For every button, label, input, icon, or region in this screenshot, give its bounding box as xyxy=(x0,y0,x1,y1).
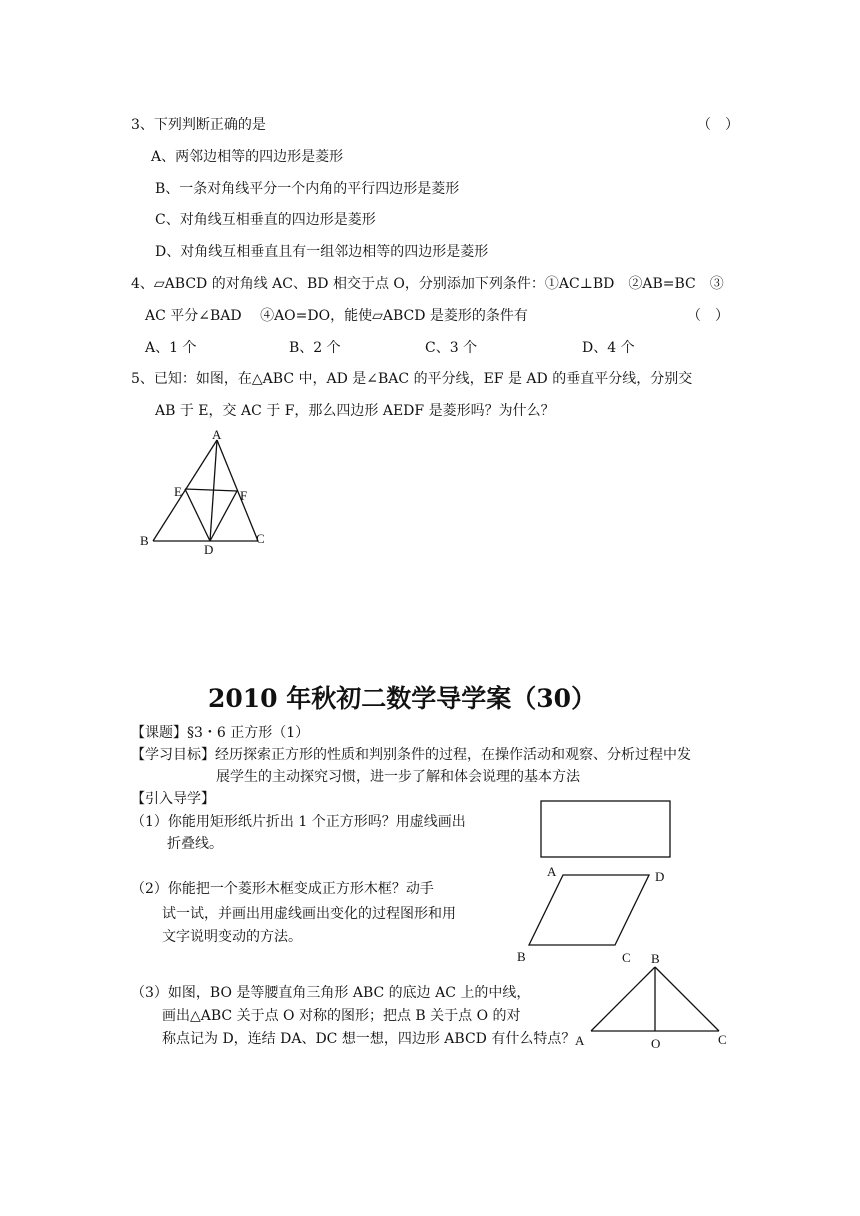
q3-option-a: A、两邻边相等的四边形是菱形 xyxy=(151,149,344,165)
triangle-label-b: B xyxy=(651,951,660,966)
q4-answer-bracket: （ ） xyxy=(687,308,729,324)
rhombus-figure xyxy=(529,875,649,945)
q3-answer-bracket: （ ） xyxy=(697,117,739,133)
rhombus-label-c: C xyxy=(622,950,631,965)
triangle-label-o: O xyxy=(651,1036,661,1051)
q4-line1: 4、▱ABCD 的对角线 AC、BD 相交于点 O，分别添加下列条件：①AC⊥BD ②AB=BC ③ xyxy=(131,276,724,292)
item3-line3: 称点记为 D，连结 DA、DC 想一想，四边形 ABCD 有什么特点？ xyxy=(162,1031,576,1047)
item1-line2: 折叠线。 xyxy=(167,836,223,852)
q4-option-d: D、4 个 xyxy=(582,340,635,356)
q5-label-c: C xyxy=(256,531,265,546)
rhombus-label-d: D xyxy=(655,869,665,884)
q5-label-d: D xyxy=(204,542,214,557)
item2-line2: 试一试，并画出用虚线画出变化的过程图形和用 xyxy=(162,906,456,922)
triangle-label-a: A xyxy=(575,1033,585,1048)
q3-option-c: C、对角线互相垂直的四边形是菱形 xyxy=(155,212,376,228)
q4-option-b: B、2 个 xyxy=(289,340,341,356)
q5-label-b: B xyxy=(140,533,149,548)
item2-line3: 文字说明变动的方法。 xyxy=(162,929,302,945)
intro-heading: 【引入导学】 xyxy=(131,791,215,807)
isosceles-triangle-figure xyxy=(591,967,719,1031)
item2-line1: （2）你能把一个菱形木框变成正方形木框？动手 xyxy=(131,881,434,897)
rhombus-label-b: B xyxy=(517,949,526,964)
item3-line1: （3）如图，BO 是等腰直角三角形 ABC 的底边 AC 上的中线， xyxy=(131,985,531,1001)
rectangle-figure xyxy=(541,801,670,857)
triangle-label-c: C xyxy=(718,1032,727,1047)
lesson-topic: 【课题】§3・6 正方形（1） xyxy=(131,725,310,741)
q4-option-a: A、1 个 xyxy=(145,340,197,356)
item1-line1: （1）你能用矩形纸片折出 1 个正方形吗？用虚线画出 xyxy=(131,814,466,830)
q5-line2: AB 于 E，交 AC 于 F，那么四边形 AEDF 是菱形吗？为什么？ xyxy=(155,403,555,419)
q3-option-d: D、对角线互相垂直且有一组邻边相等的四边形是菱形 xyxy=(155,244,489,260)
q3-stem: 3、下列判断正确的是 xyxy=(131,117,266,133)
q4-line2: AC 平分∠BAD ④AO=DO，能使▱ABCD 是菱形的条件有 xyxy=(145,308,528,324)
q5-label-a: A xyxy=(212,427,222,442)
lesson-title: 2010 年秋初二数学导学案（30） xyxy=(208,684,597,713)
q4-option-c: C、3 个 xyxy=(425,340,478,356)
q5-label-e: E xyxy=(174,484,182,499)
q5-line1: 5、已知：如图，在△ABC 中，AD 是∠BAC 的平分线，EF 是 AD 的垂直平分线，分别交 xyxy=(131,371,693,387)
rhombus-label-a: A xyxy=(547,864,557,879)
learning-goal-line2: 展学生的主动探究习惯，进一步了解和体会说理的基本方法 xyxy=(216,769,580,785)
q5-label-f: F xyxy=(240,488,248,503)
q3-option-b: B、一条对角线平分一个内角的平行四边形是菱形 xyxy=(155,181,460,197)
learning-goal-line1: 【学习目标】经历探索正方形的性质和判别条件的过程，在操作活动和观察、分析过程中发 xyxy=(131,747,691,763)
item3-line2: 画出△ABC 关于点 O 对称的图形；把点 B 关于点 O 的对 xyxy=(162,1008,521,1024)
